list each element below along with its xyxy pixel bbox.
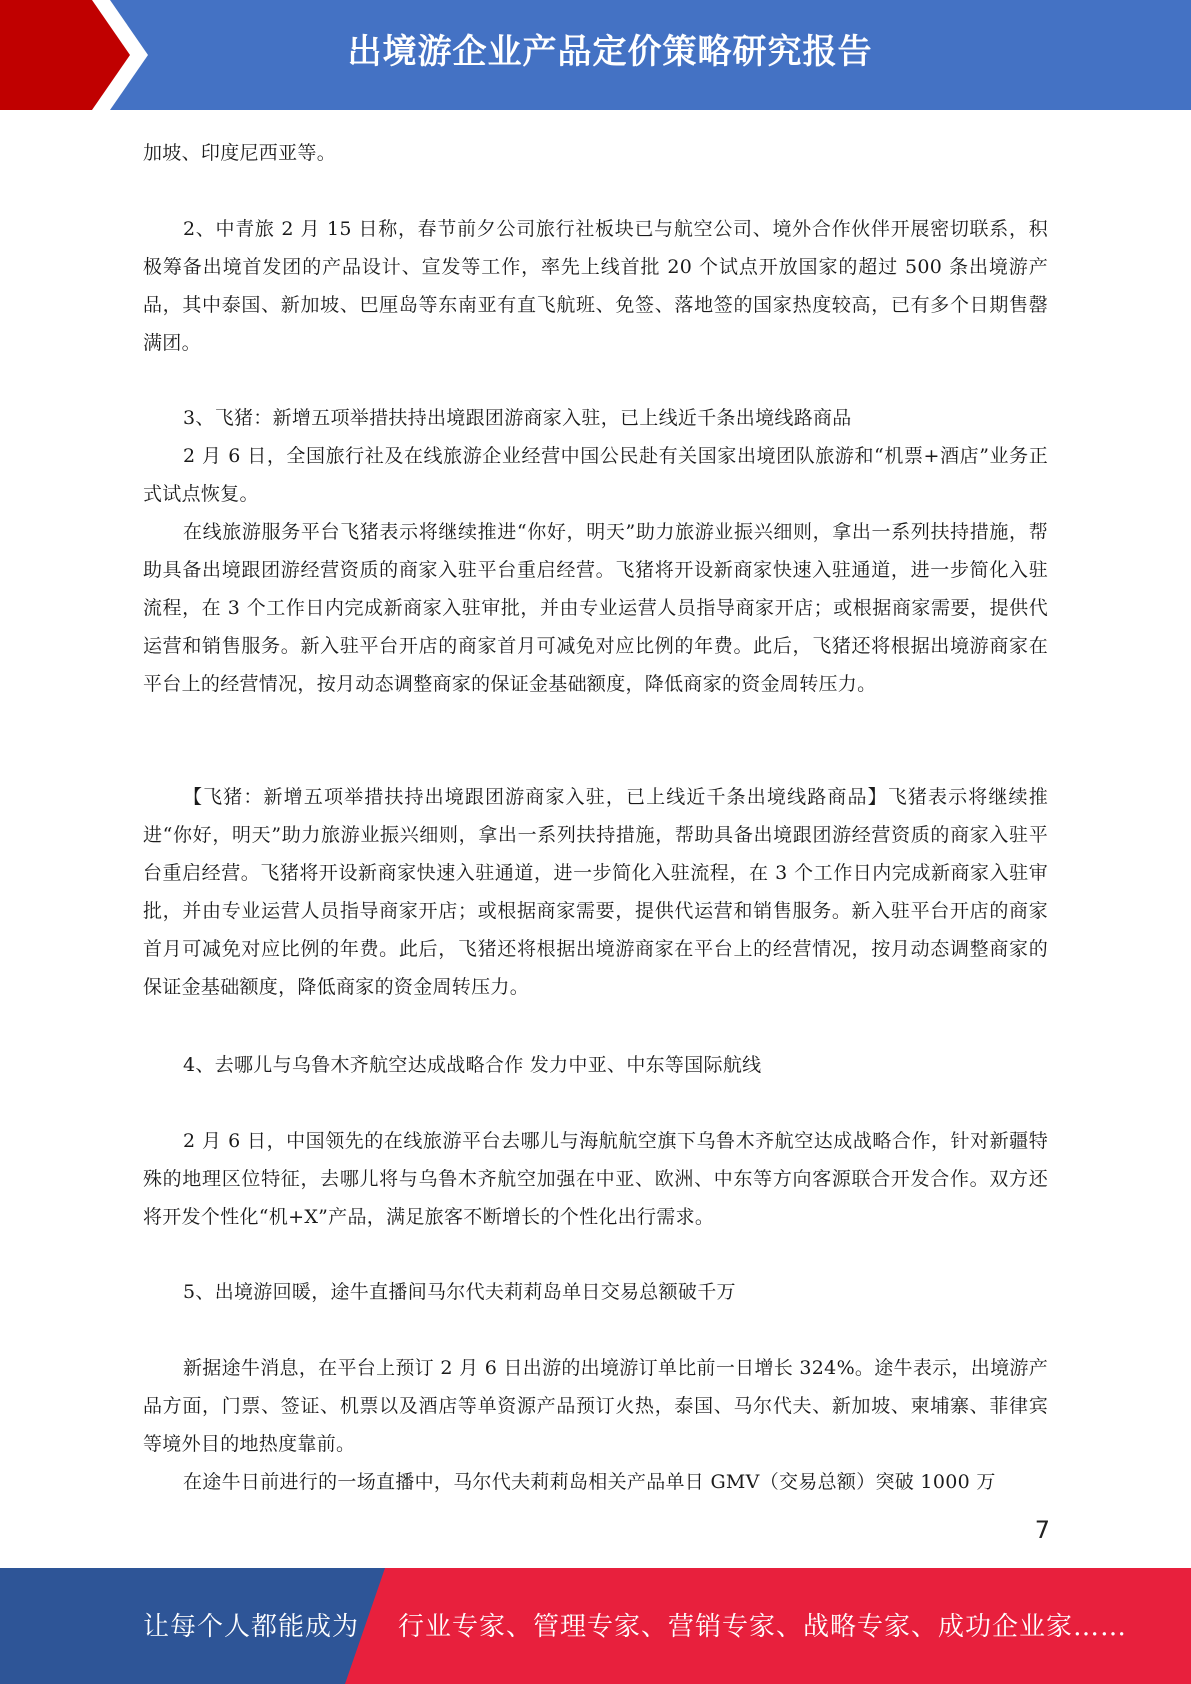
section-heading: 4、去哪儿与乌鲁木齐航空达成战略合作 发力中亚、中东等国际航线: [183, 1054, 762, 1076]
page-footer: [0, 1568, 1191, 1684]
paragraph: 【飞猪：新增五项举措扶持出境跟团游商家入驻，已上线近千条出境线路商品】飞猪表示将继续推进“你好，明天”助力旅游业振兴细则，拿出一系列扶持措施，帮助具备出境跟团游经营资质的商家入驻平台重启经营。飞猪将开设新商家快速入驻通道，进一步简化入驻流程，在 3 个工作日内完成新商家入驻审批，并由专业运营人员指导商家开店；或根据商家需要，提供代运营和销售服务。新入驻平台开店的商家首月可减免对应比例的年费。此后，飞猪还将根据出境游商家在平台上的经营情况，按月动态调整商家的保证金基础额度，降低商家的资金周转压力。: [143, 786, 1048, 998]
section-heading: 5、出境游回暖，途牛直播间马尔代夫莉莉岛单日交易总额破千万: [183, 1281, 736, 1303]
paragraph: 加坡、印度尼西亚等。: [143, 142, 337, 164]
report-title: 出境游企业产品定价策略研究报告: [347, 32, 873, 72]
page-header: [0, 0, 1191, 110]
footer-slogan-left: 让每个人都能成为: [143, 1612, 360, 1642]
page-number: 7: [1034, 1516, 1050, 1544]
paragraph: 2 月 6 日，全国旅行社及在线旅游企业经营中国公民赴有关国家出境团队旅游和“机票+酒店”业务正式试点恢复。: [143, 445, 1048, 505]
footer-slogan-right: 行业专家、管理专家、营销专家、战略专家、成功企业家……: [398, 1612, 1128, 1642]
paragraph: 在线旅游服务平台飞猪表示将继续推进“你好，明天”助力旅游业振兴细则，拿出一系列扶持措施，帮助具备出境跟团游经营资质的商家入驻平台重启经营。飞猪将开设新商家快速入驻通道，进一步简化入驻流程，在 3 个工作日内完成新商家入驻审批，并由专业运营人员指导商家开店；或根据商家需要，提供代运营和销售服务。新入驻平台开店的商家首月可减免对应比例的年费。此后，飞猪还将根据出境游商家在平台上的经营情况，按月动态调整商家的保证金基础额度，降低商家的资金周转压力。: [143, 521, 1048, 695]
paragraph: 2 月 6 日，中国领先的在线旅游平台去哪儿与海航航空旗下乌鲁木齐航空达成战略合作，针对新疆特殊的地理区位特征，去哪儿将与乌鲁木齐航空加强在中亚、欧洲、中东等方向客源联合开发合作。双方还将开发个性化“机+X”产品，满足旅客不断增长的个性化出行需求。: [143, 1130, 1048, 1228]
paragraph: 在途牛日前进行的一场直播中，马尔代夫莉莉岛相关产品单日 GMV（交易总额）突破 1000 万: [183, 1471, 996, 1493]
section-heading: 3、飞猪：新增五项举措扶持出境跟团游商家入驻，已上线近千条出境线路商品: [183, 407, 852, 429]
paragraph: 2、中青旅 2 月 15 日称，春节前夕公司旅行社板块已与航空公司、境外合作伙伴开展密切联系，积极筹备出境首发团的产品设计、宣发等工作，率先上线首批 20 个试点开放国家的超过 500 条出境游产品，其中泰国、新加坡、巴厘岛等东南亚有直飞航班、免签、落地签的国家热度较高，已有多个日期售罄满团。: [143, 218, 1048, 354]
paragraph: 新据途牛消息，在平台上预订 2 月 6 日出游的出境游订单比前一日增长 324%。途牛表示，出境游产品方面，门票、签证、机票以及酒店等单资源产品预订火热，泰国、马尔代夫、新加坡、柬埔寨、菲律宾等境外目的地热度靠前。: [143, 1357, 1048, 1455]
